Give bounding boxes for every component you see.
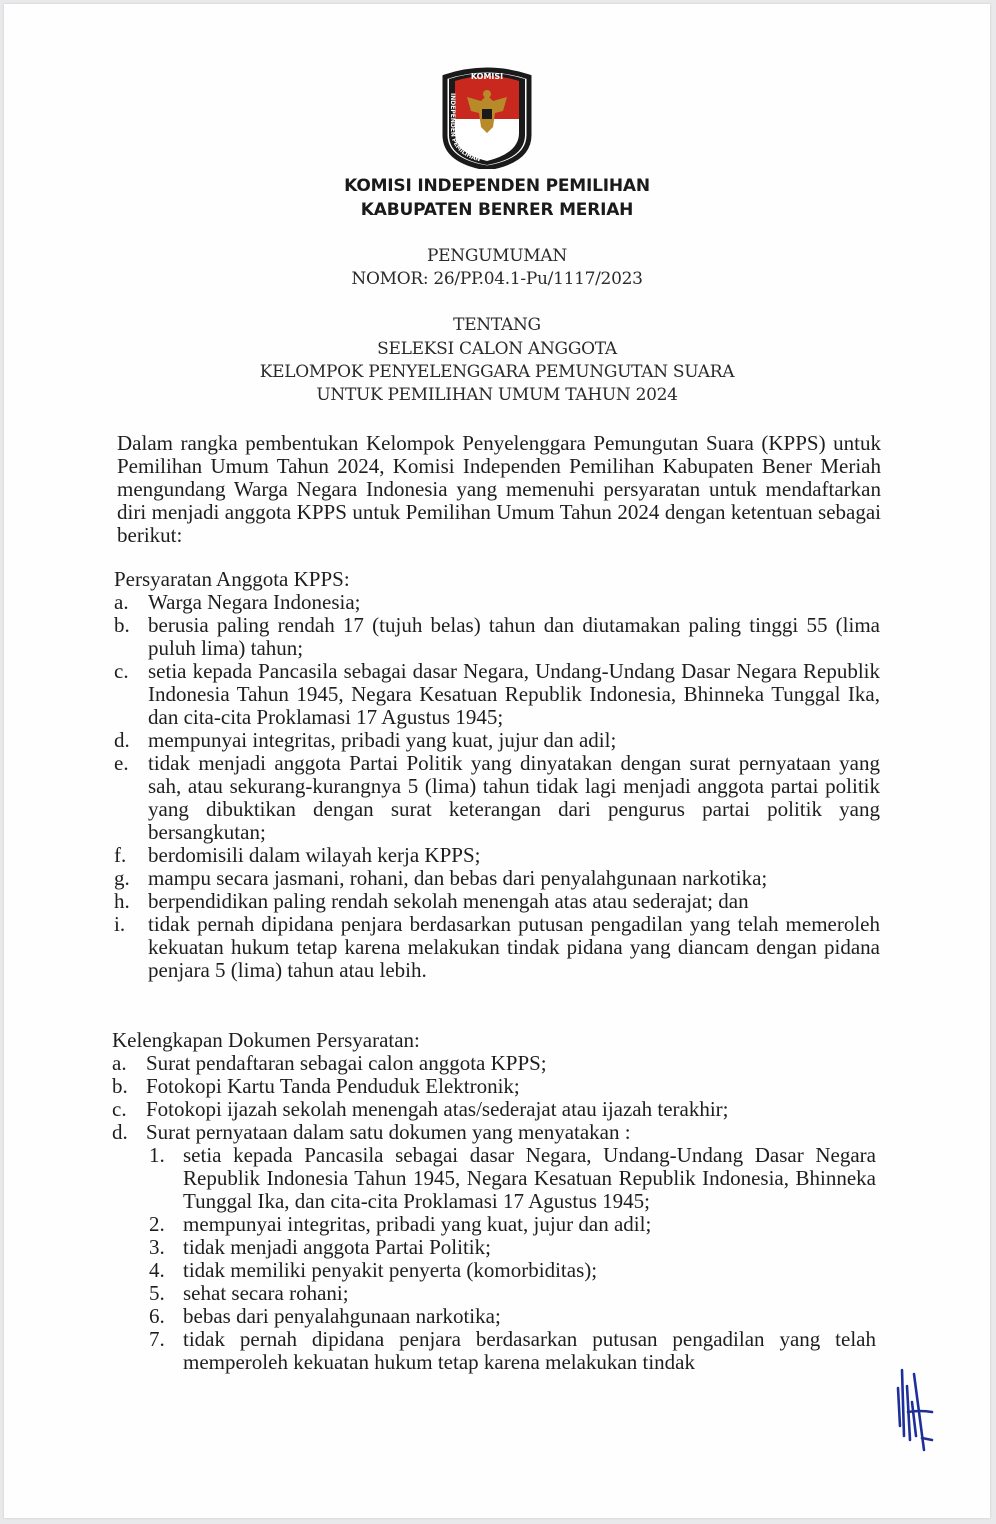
- statement-item: [149, 1258, 876, 1282]
- signature-initials: [892, 1366, 936, 1452]
- document-item: [112, 1074, 880, 1098]
- intro-paragraph: Dalam rangka pembentukan Kelompok Penyelenggara Pemungutan Suara (KPPS) untuk Pemilihan Umum Tahun 2024, Komisi Independen Pemilihan Kabupaten Bener Meriah mengundang Warga Negara Indonesia yang memenuhi persyaratan untuk mendaftarkan diri menjadi anggota KPPS untuk Pemilihan Umum Tahun 2024 dengan ketentuan sebagai berikut:: [117, 431, 881, 547]
- statement-text: tidak pernah dipidana penjara berdasarkan putusan pengadilan yang telah memperoleh kekuatan hukum tetap karena melakukan tindak: [183, 1327, 876, 1374]
- list-marker: d.: [114, 728, 130, 752]
- statement-text: tidak menjadi anggota Partai Politik;: [183, 1235, 491, 1259]
- requirement-text: mempunyai integritas, pribadi yang kuat, jujur dan adil;: [148, 728, 617, 752]
- list-marker: a.: [114, 590, 129, 614]
- requirement-text: tidak menjadi anggota Partai Politik yang dinyatakan dengan surat pernyataan yang sah, atau sekurang-kurangnya 5 (lima) tahun tidak lagi menjadi anggota partai politik yang dibuktikan dengan surat keterangan dari pengurus partai politik yang bersangkutan;: [148, 751, 880, 844]
- statement-text: sehat secara rohani;: [183, 1281, 349, 1305]
- document-text: Fotokopi ijazah sekolah menengah atas/sederajat atau ijazah terakhir;: [146, 1097, 729, 1121]
- doc-number: NOMOR: 26/PP.04.1-Pu/1117/2023: [351, 269, 643, 289]
- requirement-item: [114, 728, 880, 752]
- requirement-text: tidak pernah dipidana penjara berdasarkan putusan pengadilan yang telah memeroleh kekuatan hukum tetap karena melakukan tindak pidana yang diancam dengan pidana penjara 5 (lima) tahun atau lebih.: [148, 912, 880, 982]
- list-marker: e.: [114, 751, 129, 775]
- document-item: [112, 1051, 880, 1075]
- statement-text: tidak memiliki penyakit penyerta (komorbiditas);: [183, 1258, 598, 1282]
- list-marker: d.: [112, 1120, 128, 1144]
- document-page: [4, 4, 990, 1518]
- list-marker: 1.: [149, 1143, 165, 1167]
- list-marker: 3.: [149, 1235, 165, 1259]
- statement-item: [149, 1281, 876, 1305]
- document-text: Fotokopi Kartu Tanda Penduduk Elektronik;: [146, 1074, 520, 1098]
- requirement-item: [114, 613, 880, 660]
- list-marker: g.: [114, 866, 130, 890]
- logo-ring-text: INDEPENDEN PEMILIHAN: [448, 93, 482, 164]
- statement-text: setia kepada Pancasila sebagai dasar Negara, Undang-Undang Dasar Negara Republik Indonesia Tahun 1945, Negara Kesatuan Republik Indonesia, Bhinneka Tunggal Ika, dan cita-cita Proklamasi 17 Agustus 1945;: [183, 1143, 876, 1213]
- list-marker: b.: [112, 1074, 128, 1098]
- documents-title: Kelengkapan Dokumen Persyaratan:: [112, 1028, 420, 1052]
- statement-item: [149, 1212, 876, 1236]
- doc-type: PENGUMUMAN: [427, 246, 567, 266]
- list-marker: 5.: [149, 1281, 165, 1305]
- requirement-item: [114, 751, 880, 844]
- requirement-text: berpendidikan paling rendah sekolah menengah atas atau sederajat; dan: [148, 889, 749, 913]
- requirement-item: [114, 843, 880, 867]
- statement-text: bebas dari penyalahgunaan narkotika;: [183, 1304, 501, 1328]
- statement-text: mempunyai integritas, pribadi yang kuat, jujur dan adil;: [183, 1212, 652, 1236]
- requirement-text: berdomisili dalam wilayah kerja KPPS;: [148, 843, 481, 867]
- statement-item: [149, 1235, 876, 1259]
- list-marker: c.: [114, 659, 129, 683]
- list-marker: 2.: [149, 1212, 165, 1236]
- statement-sublist: [149, 1143, 876, 1374]
- list-marker: c.: [112, 1097, 127, 1121]
- statement-item: [149, 1143, 876, 1213]
- statement-item: [149, 1304, 876, 1328]
- document-text: Surat pernyataan dalam satu dokumen yang menyatakan :: [146, 1120, 631, 1144]
- org-name-line1: KOMISI INDEPENDEN PEMILIHAN: [344, 176, 650, 196]
- kip-logo: [441, 67, 533, 169]
- org-name-line2: KABUPATEN BENRER MERIAH: [360, 200, 634, 220]
- list-marker: f.: [114, 843, 127, 867]
- requirement-text: Warga Negara Indonesia;: [148, 590, 361, 614]
- requirement-text: mampu secara jasmani, rohani, dan bebas dari penyalahgunaan narkotika;: [148, 866, 768, 890]
- list-marker: 7.: [149, 1327, 165, 1351]
- subject-line2: KELOMPOK PENYELENGGARA PEMUNGUTAN SUARA: [259, 362, 735, 382]
- list-marker: a.: [112, 1051, 127, 1075]
- requirements-title: Persyaratan Anggota KPPS:: [114, 567, 350, 591]
- subject-line3: UNTUK PEMILIHAN UMUM TAHUN 2024: [316, 385, 678, 405]
- requirements-list: [114, 590, 880, 982]
- logo-top-text: KOMISI: [470, 72, 504, 81]
- list-marker: b.: [114, 613, 130, 637]
- list-marker: h.: [114, 889, 130, 913]
- requirement-item: [114, 659, 880, 729]
- document-item: [112, 1097, 880, 1121]
- requirement-text: berusia paling rendah 17 (tujuh belas) tahun dan diutamakan paling tinggi 55 (lima puluh lima) tahun;: [148, 613, 880, 660]
- requirement-item: [114, 912, 880, 982]
- list-marker: 6.: [149, 1304, 165, 1328]
- requirement-item: [114, 590, 880, 614]
- requirement-text: setia kepada Pancasila sebagai dasar Negara, Undang-Undang Dasar Negara Republik Indonesia Tahun 1945, Negara Kesatuan Republik Indonesia, Bhinneka Tunggal Ika, dan cita-cita Proklamasi 17 Agustus 1945;: [148, 659, 880, 729]
- list-marker: i.: [114, 912, 126, 936]
- list-marker: 4.: [149, 1258, 165, 1282]
- requirement-item: [114, 889, 880, 913]
- documents-list: [112, 1051, 880, 1144]
- document-text: Surat pendaftaran sebagai calon anggota KPPS;: [146, 1051, 547, 1075]
- document-item: [112, 1120, 880, 1144]
- requirement-item: [114, 866, 880, 890]
- statement-item: [149, 1327, 876, 1374]
- about-label: TENTANG: [453, 315, 541, 335]
- subject-line1: SELEKSI CALON ANGGOTA: [377, 339, 617, 359]
